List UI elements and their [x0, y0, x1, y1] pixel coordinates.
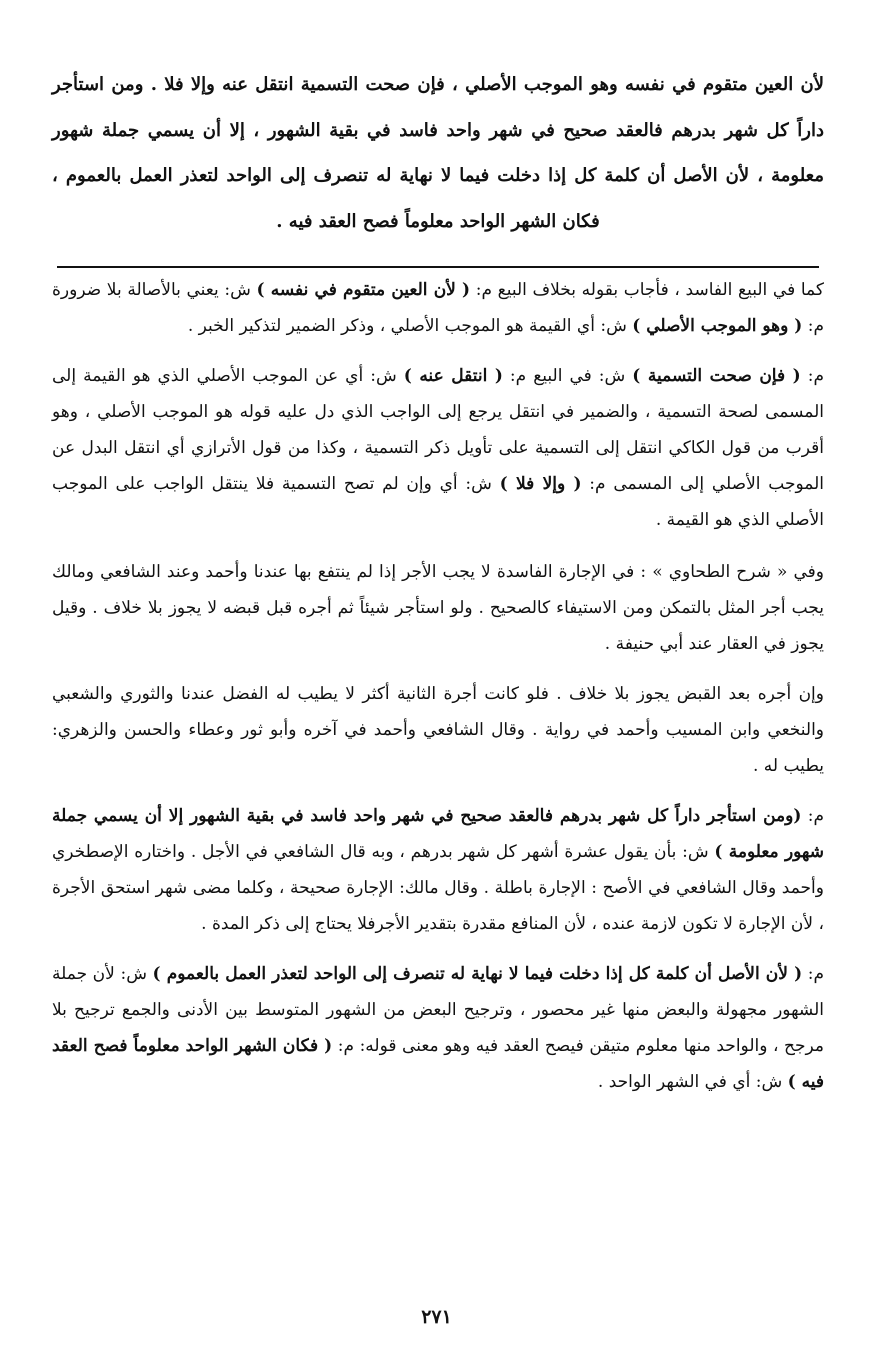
- commentary-text-span: ش: أي عن الموجب الأصلي الذي هو القيمة إلى المسمى لصحة التسمية ، والضمير في انتقل يرجع إلى الواجب الذي دل عليه قوله هو الموجب الأصلي ، وهو أقرب من قول الكاكي انتقل إلى التسمية على تأويل ذكر التسمية ، وكذا من قول الأترازي أي انتقل البدل عن الموجب الأصلي إلى المسمى م:: [52, 366, 824, 494]
- commentary-text-span: ش: بأن يقول عشرة أشهر كل شهر بدرهم ، وبه قال الشافعي في الأجل . واختاره الإصطخري وأحمد وقال الشافعي في الأصح : الإجارة باطلة . وقال مالك: الإجارة صحيحة ، وكلما مضى شهر استحق الأجرة ، لأن الإجارة لا تكون لازمة عنده ، لأن المنافع مقدرة بتقدير الأجرفلا يحتاج إلى ذكر المدة .: [52, 842, 824, 934]
- commentary-text-span: وفي « شرح الطحاوي » : في الإجارة الفاسدة لا يجب الأجر إذا لم ينتفع بها عندنا وأحمد وعند الشافعي ومالك يجب أجر المثل بالتمكن ومن الاستيفاء كالصحيح . ولو استأجر شيئاً ثم أجره قبل قبضه لا يجوز بلا خلاف . وقيل يجوز في العقار عند أبي حنيفة .: [52, 562, 824, 654]
- commentary-section: [52, 272, 824, 1100]
- quoted-text-span: ( وإلا فلا ): [499, 474, 582, 494]
- commentary-text-span: م:: [800, 366, 824, 386]
- commentary-text-span: ش: أي في الشهر الواحد .: [597, 1072, 788, 1092]
- commentary-text-span: كما في البيع الفاسد ، فأجاب بقوله بخلاف البيع م:: [470, 280, 824, 300]
- commentary-paragraph: [52, 798, 824, 942]
- commentary-text-span: ش: يعني بالأصالة بلا ضرورة م:: [52, 280, 824, 336]
- quoted-text-span: ( انتقل عنه ): [403, 366, 503, 386]
- commentary-paragraph: [52, 358, 824, 538]
- commentary-text-span: ش: أي وإن لم تصح التسمية فلا ينتقل الواجب على الموجب الأصلي الذي هو القيمة .: [52, 474, 824, 530]
- commentary-text-span: ش: في البيع م:: [502, 366, 633, 386]
- quoted-text-span: (ومن استأجر داراً كل شهر بدرهم فالعقد صحيح في شهر واحد فاسد في بقية الشهور إلا أن يسمي جملة شهور معلومة ): [52, 806, 825, 862]
- main-text: لأن العين متقوم في نفسه وهو الموجب الأصلي ، فإن صحت التسمية انتقل عنه وإلا فلا . ومن استأجر داراً كل شهر بدرهم فالعقد صحيح في شهر واحد فاسد في بقية الشهور ، إلا أن يسمي جملة شهور معلومة ، لأن الأصل أن كلمة كل إذا دخلت فيما لا نهاية له تنصرف إلى الواحد لتعذر العمل بالعموم ، فكان الشهر الواحد معلوماً فصح العقد فيه .: [52, 74, 824, 232]
- commentary-text-span: م:: [801, 806, 824, 826]
- quoted-text-span: ( لأن العين متقوم في نفسه ): [256, 280, 471, 300]
- commentary-text-span: ش: أي القيمة هو الموجب الأصلي ، وذكر الضمير لتذكير الخبر .: [187, 316, 633, 336]
- commentary-text-span: وإن أجره بعد القبض يجوز بلا خلاف . فلو كانت أجرة الثانية أكثر لا يطيب له الفضل عندنا والثوري والشعبي والنخعي وابن المسيب وأحمد في رواية . وقال الشافعي وأحمد في آخره وأبو ثور وعطاء والحسن والزهري: يطيب له .: [52, 684, 824, 776]
- commentary-paragraph: [52, 956, 824, 1100]
- quoted-text-span: ( وهو الموجب الأصلي ): [632, 316, 803, 336]
- separator-line: [57, 266, 819, 268]
- commentary-paragraph: [52, 272, 824, 344]
- commentary-text-span: ش: لأن جملة الشهور مجهولة والبعض منها غير محصور ، وترجيح البعض من الشهور المتوسط بين الأدنى والجمع ترجيح بلا مرجح ، والواحد منها معلوم متيقن فيصح العقد فيه وهو معنى قوله: م:: [52, 964, 824, 1056]
- quoted-text-span: ( لأن الأصل أن كلمة كل إذا دخلت فيما لا نهاية له تنصرف إلى الواحد لتعذر العمل بالعموم ): [152, 964, 803, 984]
- commentary-paragraph: [52, 554, 824, 662]
- page-number: ٢٧١: [421, 1306, 452, 1328]
- commentary-paragraph: [52, 676, 824, 784]
- commentary-text-span: م:: [802, 964, 824, 984]
- book-page: [52, 62, 824, 1114]
- quoted-text-span: ( فكان الشهر الواحد معلوماً فصح العقد فيه ): [52, 1036, 824, 1092]
- quoted-text-span: ( فإن صحت التسمية ): [632, 366, 801, 386]
